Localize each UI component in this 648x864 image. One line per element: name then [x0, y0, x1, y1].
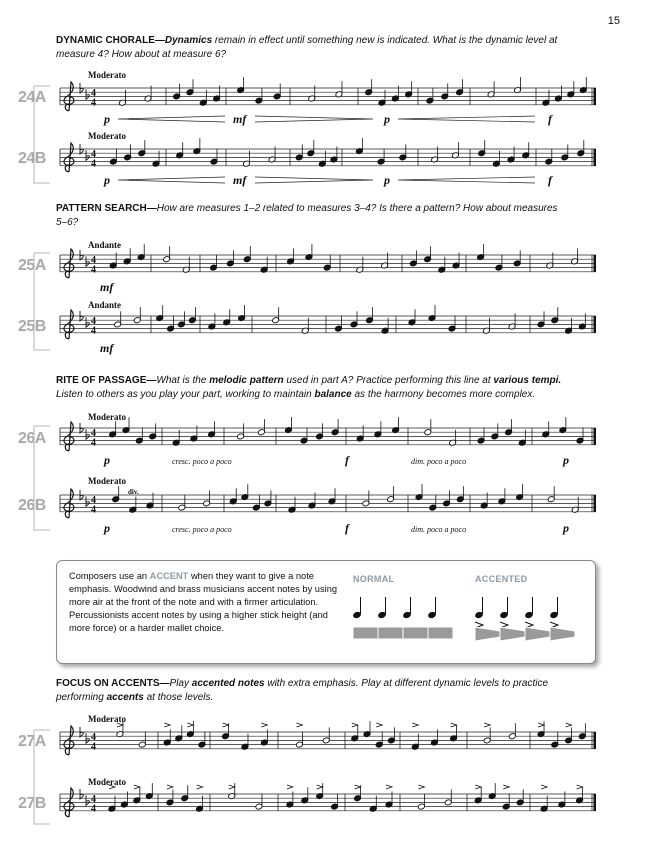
dynamic-26a-1: p: [104, 453, 110, 467]
dynamic-24a-4: f: [548, 112, 552, 126]
accent-mark-icon: [197, 785, 203, 789]
rite-of-passage-heading: RITE OF PASSAGE—What is the melodic pattern used in part A? Practice performing this line at various tempi. Listen to others as you play your part, working to maintain balance as the harmony becomes more complex.: [56, 375, 562, 400]
bracket-25: [34, 253, 50, 350]
accent-mark-icon: [187, 723, 193, 727]
accent-mark-icon: [386, 785, 392, 789]
exercise-label-25a: 25A: [18, 257, 46, 274]
dynamic-24a-1: p: [104, 112, 110, 126]
exercise-label-27b: 27B: [18, 795, 46, 812]
accent-mark-icon: [287, 785, 293, 789]
staff-27a: [60, 721, 596, 755]
staff-26b: [60, 484, 596, 518]
accent-mark-icon: [109, 785, 115, 789]
dynamic-chorale-heading: DYNAMIC CHORALE—Dynamics remain in effect until something new is indicated. What is the dynamic level at measure 4? How about at measure 6?: [56, 35, 558, 60]
time-signature-bottom: 4: [91, 97, 96, 109]
accent-mark-icon: [484, 723, 490, 727]
time-signature-bottom: 4: [91, 158, 96, 170]
dynamic-26b-3: p: [563, 521, 569, 535]
dynamic-24b-4: f: [548, 173, 552, 187]
normal-column-title: NORMAL: [353, 574, 395, 584]
bracket-27: [34, 730, 50, 824]
dynamic-24b-2: mf: [233, 173, 247, 187]
time-signature-bottom: 4: [91, 803, 96, 815]
accent-mark-icon: [296, 723, 302, 727]
accent-mark-icon: [451, 723, 457, 727]
accent-mark-icon: [376, 723, 382, 727]
time-signature-bottom: 4: [91, 504, 96, 516]
time-signature-top: 4: [91, 149, 96, 160]
flat-icon: [86, 795, 89, 805]
time-signature-top: 4: [91, 255, 96, 266]
tempo-marking-27a: Moderato: [88, 714, 126, 724]
dynamic-26b-2: f: [345, 521, 349, 535]
tempo-marking-26b: Moderato: [88, 476, 126, 486]
time-signature-top: 4: [91, 495, 96, 506]
staff-25a: [60, 244, 596, 278]
cresc-marking-26a: cresc. poco a poco: [172, 457, 232, 466]
time-signature-top: 4: [91, 428, 96, 439]
dynamic-25a-1: mf: [100, 280, 114, 294]
accent-mark-icon: [566, 723, 572, 727]
hairpin-cresc: [118, 116, 225, 122]
accent-keyword: ACCENT: [149, 571, 189, 581]
div-marking-26b: div.: [128, 488, 139, 496]
tempo-marking-25b: Andante: [88, 300, 122, 310]
tempo-marking-27b: Moderato: [88, 777, 126, 787]
accent-mark-icon: [229, 785, 235, 789]
exercise-label-26a: 26A: [18, 430, 46, 447]
exercise-label-24b: 24B: [18, 150, 46, 167]
time-signature-top: 4: [91, 732, 96, 743]
staff-25b: [60, 305, 596, 339]
accent-mark-icon: [261, 723, 267, 727]
accent-mark-icon: [418, 785, 424, 789]
accent-mark-icon: [164, 723, 170, 727]
tempo-marking-24a: Moderato: [88, 70, 126, 80]
accent-mark-icon: [577, 785, 583, 789]
accent-mark-icon: [134, 785, 140, 789]
hairpin-cresc: [398, 177, 535, 183]
time-signature-top: 4: [91, 794, 96, 805]
accent-mark-icon: [503, 785, 509, 789]
cresc-marking-26b: cresc. poco a poco: [172, 525, 232, 534]
dynamic-24b-3: p: [384, 173, 390, 187]
accent-mark-icon: [355, 785, 361, 789]
bracket-24: [34, 86, 50, 183]
tempo-marking-26a: Moderato: [88, 412, 126, 422]
time-signature-top: 4: [91, 88, 96, 99]
accent-info-text: Composers use an ACCENT when they want to give a note emphasis. Woodwind and brass musicians accent notes by using more air at the front of the note and with a firmer articulation. Percussionists accent notes by using a higher stick height (and more force) or a harder mallet choice.: [69, 571, 338, 633]
staff-24a: [60, 77, 596, 111]
flat-icon: [86, 256, 89, 266]
tempo-marking-24b: Moderato: [88, 131, 126, 141]
focus-on-accents-heading: FOCUS ON ACCENTS—Play accented notes with extra emphasis. Play at different dynamic levels to practice performing accents at those levels.: [56, 678, 549, 703]
dim-marking-26a: dim. poco a poco: [411, 457, 467, 466]
accent-mark-icon: [352, 723, 358, 727]
flat-icon: [86, 429, 89, 439]
accent-mark-icon: [223, 723, 229, 727]
staff-24b: [60, 138, 596, 172]
accent-mark-icon: [541, 785, 547, 789]
time-signature-bottom: 4: [91, 264, 96, 276]
flat-icon: [86, 496, 89, 506]
time-signature-bottom: 4: [91, 437, 96, 449]
bracket-26: [34, 426, 50, 530]
flat-icon: [86, 733, 89, 743]
flat-icon: [86, 317, 89, 327]
dim-marking-26b: dim. poco a poco: [411, 525, 467, 534]
dynamic-26b-1: p: [104, 521, 110, 535]
exercise-label-25b: 25B: [18, 318, 46, 335]
dynamic-26a-2: f: [345, 453, 349, 467]
exercise-label-26b: 26B: [18, 497, 46, 514]
accent-mark-icon: [117, 723, 123, 727]
dynamic-24a-3: p: [384, 112, 390, 126]
staff-26a: [60, 417, 596, 451]
flat-icon: [86, 150, 89, 160]
dynamic-24a-2: mf: [233, 112, 247, 126]
exercise-label-27a: 27A: [18, 733, 46, 750]
flat-icon: [86, 89, 89, 99]
accent-mark-icon: [167, 785, 173, 789]
staff-27b: [60, 783, 596, 817]
hairpin-dim: [255, 116, 373, 122]
hairpin-cresc: [118, 177, 225, 183]
hairpin-cresc: [398, 116, 535, 122]
pattern-search-heading: PATTERN SEARCH—How are measures 1–2 related to measures 3–4? Is there a pattern? How about measures 5–6?: [56, 203, 558, 228]
dynamic-25b-1: mf: [100, 341, 114, 355]
accented-column-title: ACCENTED: [475, 574, 528, 584]
time-signature-bottom: 4: [91, 741, 96, 753]
exercise-label-24a: 24A: [18, 89, 46, 106]
accent-mark-icon: [412, 723, 418, 727]
dynamic-26a-3: p: [563, 453, 569, 467]
accent-mark-icon: [538, 723, 544, 727]
accent-mark-icon: [317, 785, 323, 789]
accent-mark-icon: [475, 785, 481, 789]
time-signature-bottom: 4: [91, 325, 96, 337]
page-number: 15: [607, 15, 620, 27]
time-signature-top: 4: [91, 316, 96, 327]
hairpin-dim: [255, 177, 373, 183]
dynamic-24b-1: p: [104, 173, 110, 187]
tempo-marking-25a: Andante: [88, 240, 122, 250]
